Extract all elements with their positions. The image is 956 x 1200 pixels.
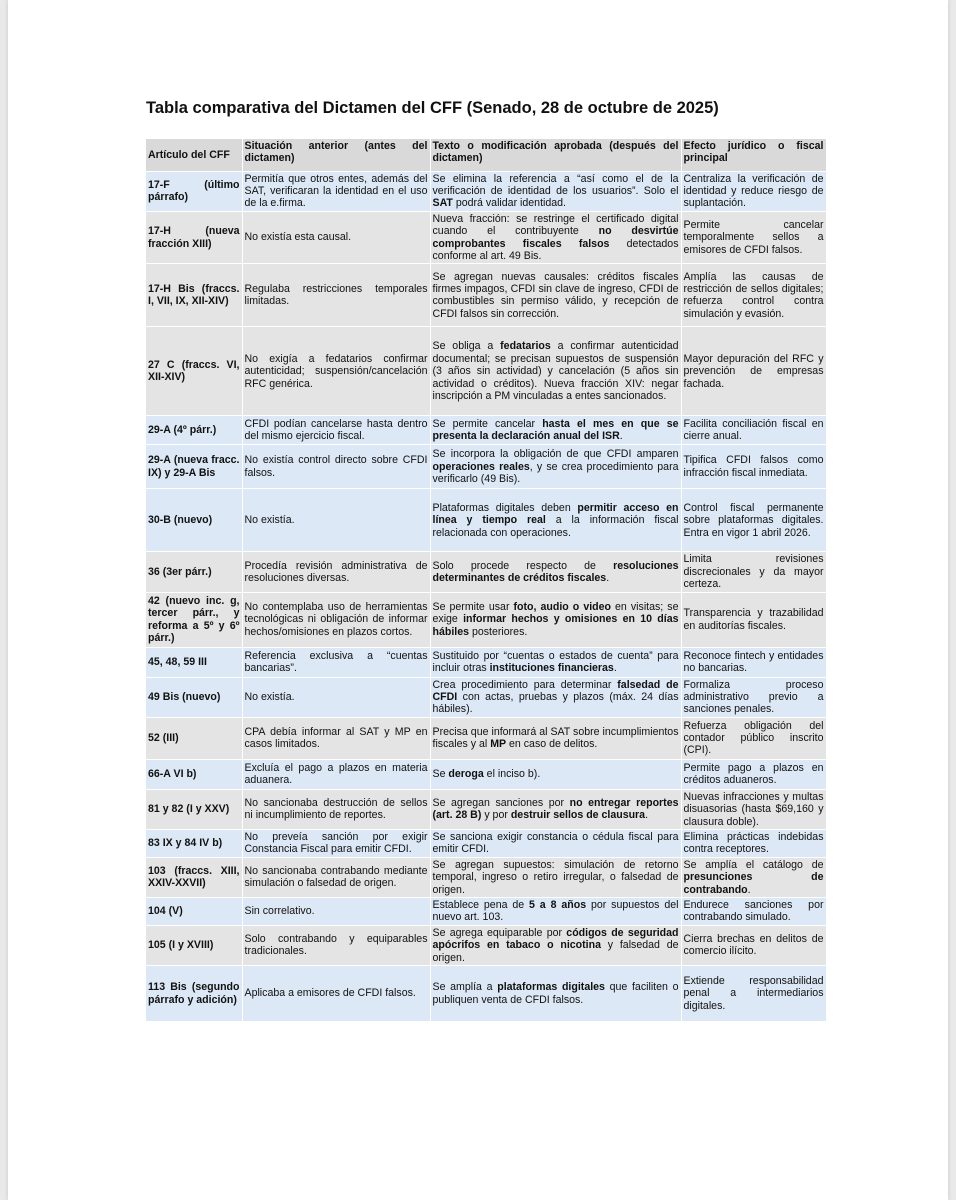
cell-after: Crea procedimiento para determinar falsedad de CFDI con actas, pruebas y plazos (máx. 24 días hábiles). — [430, 677, 681, 717]
bold-text: foto, audio o video — [513, 600, 611, 613]
cell-after: Se agregan supuestos: simulación de retorno temporal, ingreso o retiro irregular, o falsedad de origen. — [430, 857, 681, 897]
bold-text: destruir sellos de clausura — [510, 809, 646, 822]
cell-article: 36 (3er párr.) — [146, 552, 242, 592]
table-row — [146, 171, 826, 211]
cell-before: No exigía a fedatarios confirmar autenticidad; suspensión/cancelación RFC genérica. — [242, 327, 430, 416]
cell-before: CPA debía informar al SAT y MP en casos limitados. — [242, 717, 430, 759]
cell-before: Referencia exclusiva a “cuentas bancarias”. — [242, 647, 430, 677]
bold-text: códigos de seguridad apócrifos en tabaco o nicotina — [432, 926, 679, 952]
cell-effect: Amplía las causas de restricción de sellos digitales; refuerza control contra simulación y evasión. — [681, 264, 826, 327]
bold-text: 5 a 8 años — [529, 899, 587, 912]
cell-effect: Permite cancelar temporalmente sellos a emisores de CFDI falsos. — [681, 211, 826, 264]
table-row — [146, 327, 826, 416]
cell-effect: Se amplía el catálogo de presunciones de contrabando. — [681, 857, 826, 897]
cell-before: No existía control directo sobre CFDI falsos. — [242, 445, 430, 489]
bold-text: no entregar reportes (art. 28 B) — [432, 796, 679, 822]
bold-text: informar hechos y omisiones en 10 días hábiles — [432, 613, 679, 638]
cell-article: 103 (fraccs. XIII, XXIV-XXVII) — [146, 857, 242, 897]
bold-text: no desvirtúe comprobantes fiscales falsos — [432, 225, 679, 250]
table-row — [146, 647, 826, 677]
cell-before: No existía esta causal. — [242, 211, 430, 264]
cell-article: 66-A VI b) — [146, 759, 242, 789]
cell-before: No sancionaba contrabando mediante simulación o falsedad de origen. — [242, 857, 430, 897]
cell-article: 45, 48, 59 III — [146, 647, 242, 677]
cell-effect: Control fiscal permanente sobre plataformas digitales. Entra en vigor 1 abril 2026. — [681, 489, 826, 552]
cell-after: Se agrega equiparable por códigos de seguridad apócrifos en tabaco o nicotina y falsedad de origen. — [430, 925, 681, 965]
cell-effect: Endurece sanciones por contrabando simulado. — [681, 898, 826, 926]
header-article: Artículo del CFF — [146, 139, 242, 171]
cell-article: 29-A (4º párr.) — [146, 416, 242, 445]
table-body — [146, 171, 826, 1022]
table-row — [146, 925, 826, 965]
cell-article: 49 Bis (nuevo) — [146, 677, 242, 717]
cell-after: Se obliga a fedatarios a confirmar autenticidad documental; se precisan supuestos de suspensión (3 años sin actividad) y cancelación (5 años sin actividad o créditos). Nueva fracción XIV: negar inscripción a PM vinculadas a entes sancionados. — [430, 327, 681, 416]
cell-effect: Formaliza proceso administrativo previo a sanciones penales. — [681, 677, 826, 717]
header-effect: Efecto jurídico o fiscal principal — [681, 139, 826, 171]
table-row — [146, 966, 826, 1022]
bold-text: deroga — [448, 768, 484, 781]
document-page — [8, 0, 948, 1200]
table-row — [146, 677, 826, 717]
bold-text: hasta el mes en que se presenta la declaración anual del ISR — [432, 417, 679, 443]
table-row — [146, 416, 826, 445]
cell-before: Solo contrabando y equiparables tradicionales. — [242, 925, 430, 965]
cell-effect: Facilita conciliación fiscal en cierre anual. — [681, 416, 826, 445]
header-after: Texto o modificación aprobada (después del dictamen) — [430, 139, 681, 171]
bold-text: falsedad de CFDI — [432, 678, 679, 703]
cell-after: Nueva fracción: se restringe el certificado digital cuando el contribuyente no desvirtúe comprobantes fiscales falsos detectados conforme al art. 49 Bis. — [430, 211, 681, 264]
cell-effect: Limita revisiones discrecionales y da mayor certeza. — [681, 552, 826, 592]
bold-text: presunciones de contrabando — [683, 871, 824, 896]
cell-article: 27 C (fraccs. VI, XII-XIV) — [146, 327, 242, 416]
cell-after: Se incorpora la obligación de que CFDI amparen operaciones reales, y se crea procedimiento para verificarlo (49 Bis). — [430, 445, 681, 489]
cell-before: No existía. — [242, 489, 430, 552]
bold-text: instituciones financieras — [489, 662, 614, 675]
cell-before: Procedía revisión administrativa de resoluciones diversas. — [242, 552, 430, 592]
table-row — [146, 857, 826, 897]
cell-before: No sancionaba destrucción de sellos ni incumplimiento de reportes. — [242, 789, 430, 829]
cell-before: Regulaba restricciones temporales limitadas. — [242, 264, 430, 327]
table-row — [146, 759, 826, 789]
cell-after: Se deroga el inciso b). — [430, 759, 681, 789]
table-row — [146, 830, 826, 858]
cell-effect: Extiende responsabilidad penal a intermediarios digitales. — [681, 966, 826, 1022]
cell-article: 17-H (nueva fracción XIII) — [146, 211, 242, 264]
bold-text: MP — [490, 738, 507, 751]
header-before: Situación anterior (antes del dictamen) — [242, 139, 430, 171]
bold-text: plataformas digitales — [497, 981, 605, 994]
bold-text: SAT — [432, 197, 453, 210]
cell-after: Se agregan sanciones por no entregar reportes (art. 28 B) y por destruir sellos de clausura. — [430, 789, 681, 829]
cell-before: Excluía el pago a plazos en materia aduanera. — [242, 759, 430, 789]
cell-after: Se elimina la referencia a “así como el de la verificación de identidad de los usuarios”. Solo el SAT podrá validar identidad. — [430, 171, 681, 211]
cell-effect: Reconoce fintech y entidades no bancarias. — [681, 647, 826, 677]
cell-article: 29-A (nueva fracc. IX) y 29-A Bis — [146, 445, 242, 489]
cell-effect: Cierra brechas en delitos de comercio ilícito. — [681, 925, 826, 965]
cell-effect: Permite pago a plazos en créditos aduaneros. — [681, 759, 826, 789]
cell-before: No contemplaba uso de herramientas tecnológicas ni obligación de informar hechos/omisiones en plazos cortos. — [242, 592, 430, 647]
cell-effect: Centraliza la verificación de identidad y reduce riesgo de suplantación. — [681, 171, 826, 211]
cell-before: Sin correlativo. — [242, 898, 430, 926]
cell-article: 81 y 82 (I y XXV) — [146, 789, 242, 829]
cell-effect: Transparencia y trazabilidad en auditorías fiscales. — [681, 592, 826, 647]
table-row — [146, 898, 826, 926]
cell-effect: Elimina prácticas indebidas contra receptores. — [681, 830, 826, 858]
table-row — [146, 717, 826, 759]
table-row — [146, 445, 826, 489]
cell-before: CFDI podían cancelarse hasta dentro del mismo ejercicio fiscal. — [242, 416, 430, 445]
comparison-table — [146, 139, 827, 1022]
cell-after: Se amplía a plataformas digitales que faciliten o publiquen venta de CFDI falsos. — [430, 966, 681, 1022]
cell-before: No existía. — [242, 677, 430, 717]
cell-article: 113 Bis (segundo párrafo y adición) — [146, 966, 242, 1022]
cell-after: Solo procede respecto de resoluciones determinantes de créditos fiscales. — [430, 552, 681, 592]
cell-after: Se permite usar foto, audio o video en visitas; se exige informar hechos y omisiones en 10 días hábiles posteriores. — [430, 592, 681, 647]
table-row — [146, 264, 826, 327]
cell-article: 83 IX y 84 IV b) — [146, 830, 242, 858]
cell-effect: Nuevas infracciones y multas disuasorias (hasta $69,160 y clausura doble). — [681, 789, 826, 829]
cell-article: 52 (III) — [146, 717, 242, 759]
cell-before: No preveía sanción por exigir Constancia Fiscal para emitir CFDI. — [242, 830, 430, 858]
cell-effect: Tipifica CFDI falsos como infracción fiscal inmediata. — [681, 445, 826, 489]
cell-article: 17-H Bis (fraccs. I, VII, IX, XII-XIV) — [146, 264, 242, 327]
cell-before: Aplicaba a emisores de CFDI falsos. — [242, 966, 430, 1022]
page-title: Tabla comparativa del Dictamen del CFF (Senado, 28 de octubre de 2025) — [146, 99, 719, 117]
cell-article: 105 (I y XVIII) — [146, 925, 242, 965]
bold-text: fedatarios — [500, 340, 551, 353]
bold-text: permitir acceso en línea y tiempo real — [432, 501, 679, 527]
cell-after: Se agregan nuevas causales: créditos fiscales firmes impagos, CFDI sin clave de ingreso, CFDI de combustibles sin permiso válido, y recepción de CFDI falsos sin corrección. — [430, 264, 681, 327]
table-row — [146, 789, 826, 829]
cell-after: Sustituido por “cuentas o estados de cuenta” para incluir otras instituciones financieras. — [430, 647, 681, 677]
cell-effect: Refuerza obligación del contador público inscrito (CPI). — [681, 717, 826, 759]
cell-effect: Mayor depuración del RFC y prevención de empresas fachada. — [681, 327, 826, 416]
cell-article: 104 (V) — [146, 898, 242, 926]
table-row — [146, 489, 826, 552]
bold-text: resoluciones determinantes de créditos fiscales — [432, 559, 679, 584]
table-header-row — [146, 139, 826, 171]
cell-article: 17-F (último párrafo) — [146, 171, 242, 211]
cell-after: Se sanciona exigir constancia o cédula fiscal para emitir CFDI. — [430, 830, 681, 858]
cell-after: Precisa que informará al SAT sobre incumplimientos fiscales y al MP en caso de delitos. — [430, 717, 681, 759]
table-row — [146, 211, 826, 264]
cell-article: 42 (nuevo inc. g, tercer párr., y reforma a 5º y 6º párr.) — [146, 592, 242, 647]
table-row — [146, 552, 826, 592]
cell-after: Se permite cancelar hasta el mes en que se presenta la declaración anual del ISR. — [430, 416, 681, 445]
cell-before: Permitía que otros entes, además del SAT, verificaran la identidad en el uso de la e.firma. — [242, 171, 430, 211]
cell-after: Plataformas digitales deben permitir acceso en línea y tiempo real a la información fiscal relacionada con operaciones. — [430, 489, 681, 552]
table-row — [146, 592, 826, 647]
cell-after: Establece pena de 5 a 8 años por supuestos del nuevo art. 103. — [430, 898, 681, 926]
cell-article: 30-B (nuevo) — [146, 489, 242, 552]
bold-text: operaciones reales — [432, 460, 530, 473]
